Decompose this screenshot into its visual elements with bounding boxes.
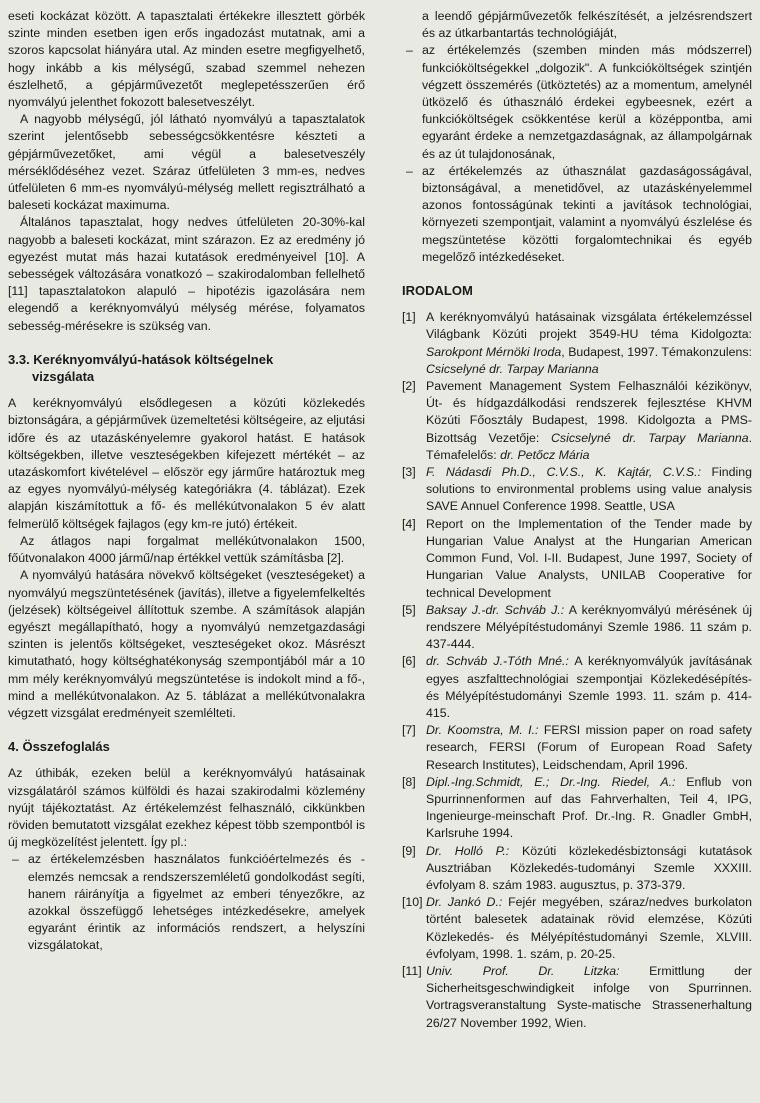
reference-item: [3] F. Nádasdi Ph.D., C.V.S., K. Kajtár, C.V.S.: Finding solutions to environmental problems using value analysis SAVE Annuel Conference 1998. Seattle, USA	[402, 465, 752, 514]
section-heading-4: 4. Összefoglalás	[8, 739, 110, 755]
list-item: – az értékelemzés az úthasználat gazdaságosságával, biztonságával, a menetidővel, az utazáskényelemmel azonos fontosságúnak tekinti a javítások technológiai, környezeti szempontjait, valamint a nyomvályú észlelése és megszüntetése közötti forgalomtechnikai és egyéb megelőző intézkedéseket.	[402, 163, 752, 266]
list-item: – az értékelemzésben használatos funkcióértelmezés és -elemzés nemcsak a rendszerszemléletű gondolkodást segíti, hanem ráirányítja a figyelmet az emberi tényezőkre, az azokkal összefüggő lehetséges intézkedésekre, amelyek egyaránt érintik az információs rendszert, a helyszíni vizsgálatokat,	[8, 851, 365, 954]
heading-line: 3.3. Keréknyomvályú-hatások költségelnek	[8, 351, 274, 367]
reference-item: [10] Dr. Jankó D.: Fejér megyében, száraz/nedves burkolaton történt balesetek adatainak rövid elemzése, Közúti Közlekedés- és Mélyépítéstudományi Szemle, XLVIII. évfolyam, 1998. 1. szám, p. 20-25.	[402, 895, 752, 961]
right-column	[402, 8, 752, 1032]
reference-item: [4] Report on the Implementation of the Tender made by Hungarian Value Analyst at the Hungarian American Common Fund, Vol. I-II. Budapest, June 1997, Society of Hungarian Value Analysts, UNILAB Cooperative for technical Development	[402, 516, 752, 600]
paragraph: Általános tapasztalat, hogy nedves útfelületen 20-30%-kal nagyobb a baleseti kockázat, mint szárazon. Ez az eredmény jó egyezést mutat más hazai kutatások eredményeivel [10]. A sebességek változására vonatkozó – szakirodalomban fellelhető [11] tapasztalatokon alapuló – hipotézis igazolására nem elegendő a keréknyomvályú mélység mérése, folyamatos sebesség-mérésekre is szükség van.	[8, 215, 365, 333]
reference-item: [8] Dipl.-Ing.Schmidt, E.; Dr.-Ing. Riedel, A.: Enflub von Spurrinnenformen auf das Fahrverhalten, Teil 4, IPG, Ingenieurge-meinschaft Prof. Dr.-Ing. R. Gnadler GmbH, Karlsruhe 1994.	[402, 774, 752, 841]
list-item: – az értékelemzés (szemben minden más módszerrel) funkcióköltségekkel „dolgozik". A funkcióköltségek szintjén végzett összemérés (ütköztetés) az a momentum, amelynél ütközelő és úthasználó érdekei egybeesnek, ezért a funkcióköltségek csökkentése kerül a középpontba, ami egyaránt érdeke a nemzetgazdaságnak, az állampolgárnak és az út tulajdonosának,	[402, 42, 752, 162]
references-heading: IRODALOM	[402, 283, 473, 299]
reference-item: [11] Univ. Prof. Dr. Litzka: Ermittlung der Sicherheitsgeschwindigkeit infolge von Spurrinnen. Vortragsveranstaltung Syste-matische Strassenerhaltung 26/27 November 1992, Wien.	[402, 963, 753, 1030]
paragraph: A nagyobb mélységű, jól látható nyomvályú a tapasztalatok szerint jelentősebb sebességcsökkentésre készteti a gépjárművezetőket, ami végül a balesetveszély mérséklődéséhez vezet. Száraz útfelületen 3 mm-es, nedves útfelületen 6 mm-es nyomvályú-mélység mellett regisztrálható a baleseti kockázat maximuma.	[8, 112, 365, 213]
paragraph: Az átlagos napi forgalmat mellékútvonalakon 1500, főútvonalakon 4000 jármű/nap értékkel vettük számításba [2].	[8, 533, 365, 566]
reference-item: [7] Dr. Koomstra, M. I.: FERSI mission paper on road safety research, FERSI (Forum of European Road Safety Research Institutes), Leidschendam, April 1996.	[402, 723, 752, 772]
paragraph: eseti kockázat között. A tapasztalati értékekre illesztett görbék szinte minden esetben igen erős ingadozást mutatnak, ami a szoros kapcsolat hiányára utal. Az minden esetre megfigyelhető, hogy inkább a kis mélységű, szabad szemmel nehezen észlelhető, a gépjárművezetőt meglepetésszerűen érő nyomvályú jelenthet fokozott balesetveszélyt.	[8, 9, 365, 110]
paragraph: A nyomvályú hatására növekvő költségeket (veszteségeket) a nyomvályú megszüntetésének (javítás), illetve a figyelemfelkeltés (jelzések) költségeivel állítottuk szembe. A számítások alapján egyészt megállapítható, hogy a nyomvályú nemzetgazdasági szinten is jelentős költségeket, veszteségeket okoz. Másrészt kimutatható, hogy költséghatékonyság szempontjából már a 10 mm mély keréknyomvályú megszüntetése is indokolt mind a fő-, mind a mellékútvonalakon. Az 5. táblázat a mellékútvonalakra végzett vizsgálat eredményeit szemlélteti.	[8, 568, 365, 720]
heading-line: vizsgálata	[32, 369, 95, 385]
paragraph: A keréknyomvályú elsődlegesen a közúti közlekedés biztonságára, a gépjárművek üzemeltetési költségeire, az eljutási időre és az utazáskényelemre gyakorol hatást. E hatások költségekben, illetve veszteségekben kifejezett mértékét – az utazáskomfort kivételével – először egy járműre határoztuk meg az egyes nyomvályú-mélység kategóriákra (4. táblázat). Ezek alapján kiszámítottuk a fő- és mellékútvonalakon 5 év alatt felmerülő költségek fajlagos (egy km-re jutó) értékeit.	[8, 396, 365, 531]
bullet-list	[8, 851, 365, 954]
reference-item: [9] Dr. Holló P.: Közúti közlekedésbiztonsági kutatások Ausztriában Közlekedés-tudományi Szemle XXXIII. évfolyam 8. szám 1983. augusztus, p. 373-379.	[402, 843, 752, 892]
section-heading-3-3	[8, 351, 365, 385]
reference-item: [5] Baksay J.-dr. Schváb J.: A keréknyomvályú mérésének új rendszere Mélyépítéstudományi Szemle 1986. 11 szám p. 437-444.	[402, 602, 752, 652]
reference-list	[402, 309, 752, 1032]
bullet-list	[402, 8, 752, 266]
list-item: a leendő gépjárművezetők felkészítését, a jelzésrendszert és az útkarbantartás technológiáját,	[422, 9, 752, 41]
reference-item: [6] dr. Schváb J.-Tóth Mné.: A keréknyomvályúk javításának egyes aszfalttechnológiai szempontjai Közlekedésépítés- és Mélyépítéstudományi Szemle 1993. 11. szám p. 414-415.	[402, 654, 752, 720]
left-column	[8, 8, 365, 955]
paragraph: Az úthibák, ezeken belül a keréknyomvályú hatásainak vizsgálatáról számos külföldi és hazai szakirodalmi közlemény nyújt tájékoztatást. Az értékelemzést felhasználó, cikkünkben röviden bemutatott vizsgálat ezekhez képest több szempontból is új megközelítést jelentett. Így pl.:	[8, 766, 365, 850]
reference-item: [2] Pavement Management System Felhasználói kézikönyv, Út- és hídgazdálkodási rendszerek fejlesztése KHVM Közúti Főosztály Budapest, 1998. Kidolgozta a PMS-Bizottság Vezetője: Csicselyné dr. Tarpay Marianna. Témafelelős: dr. Petőcz Mária	[402, 379, 752, 462]
reference-item: [1] A keréknyomvályú hatásainak vizsgálata értékelemzéssel Világbank Közúti projekt 3549-HU téma Kidolgozta: Sarokpont Mérnöki Iroda, Budapest, 1997. Témakonzulens: Csicselyné dr. Tarpay Marianna	[402, 310, 752, 376]
